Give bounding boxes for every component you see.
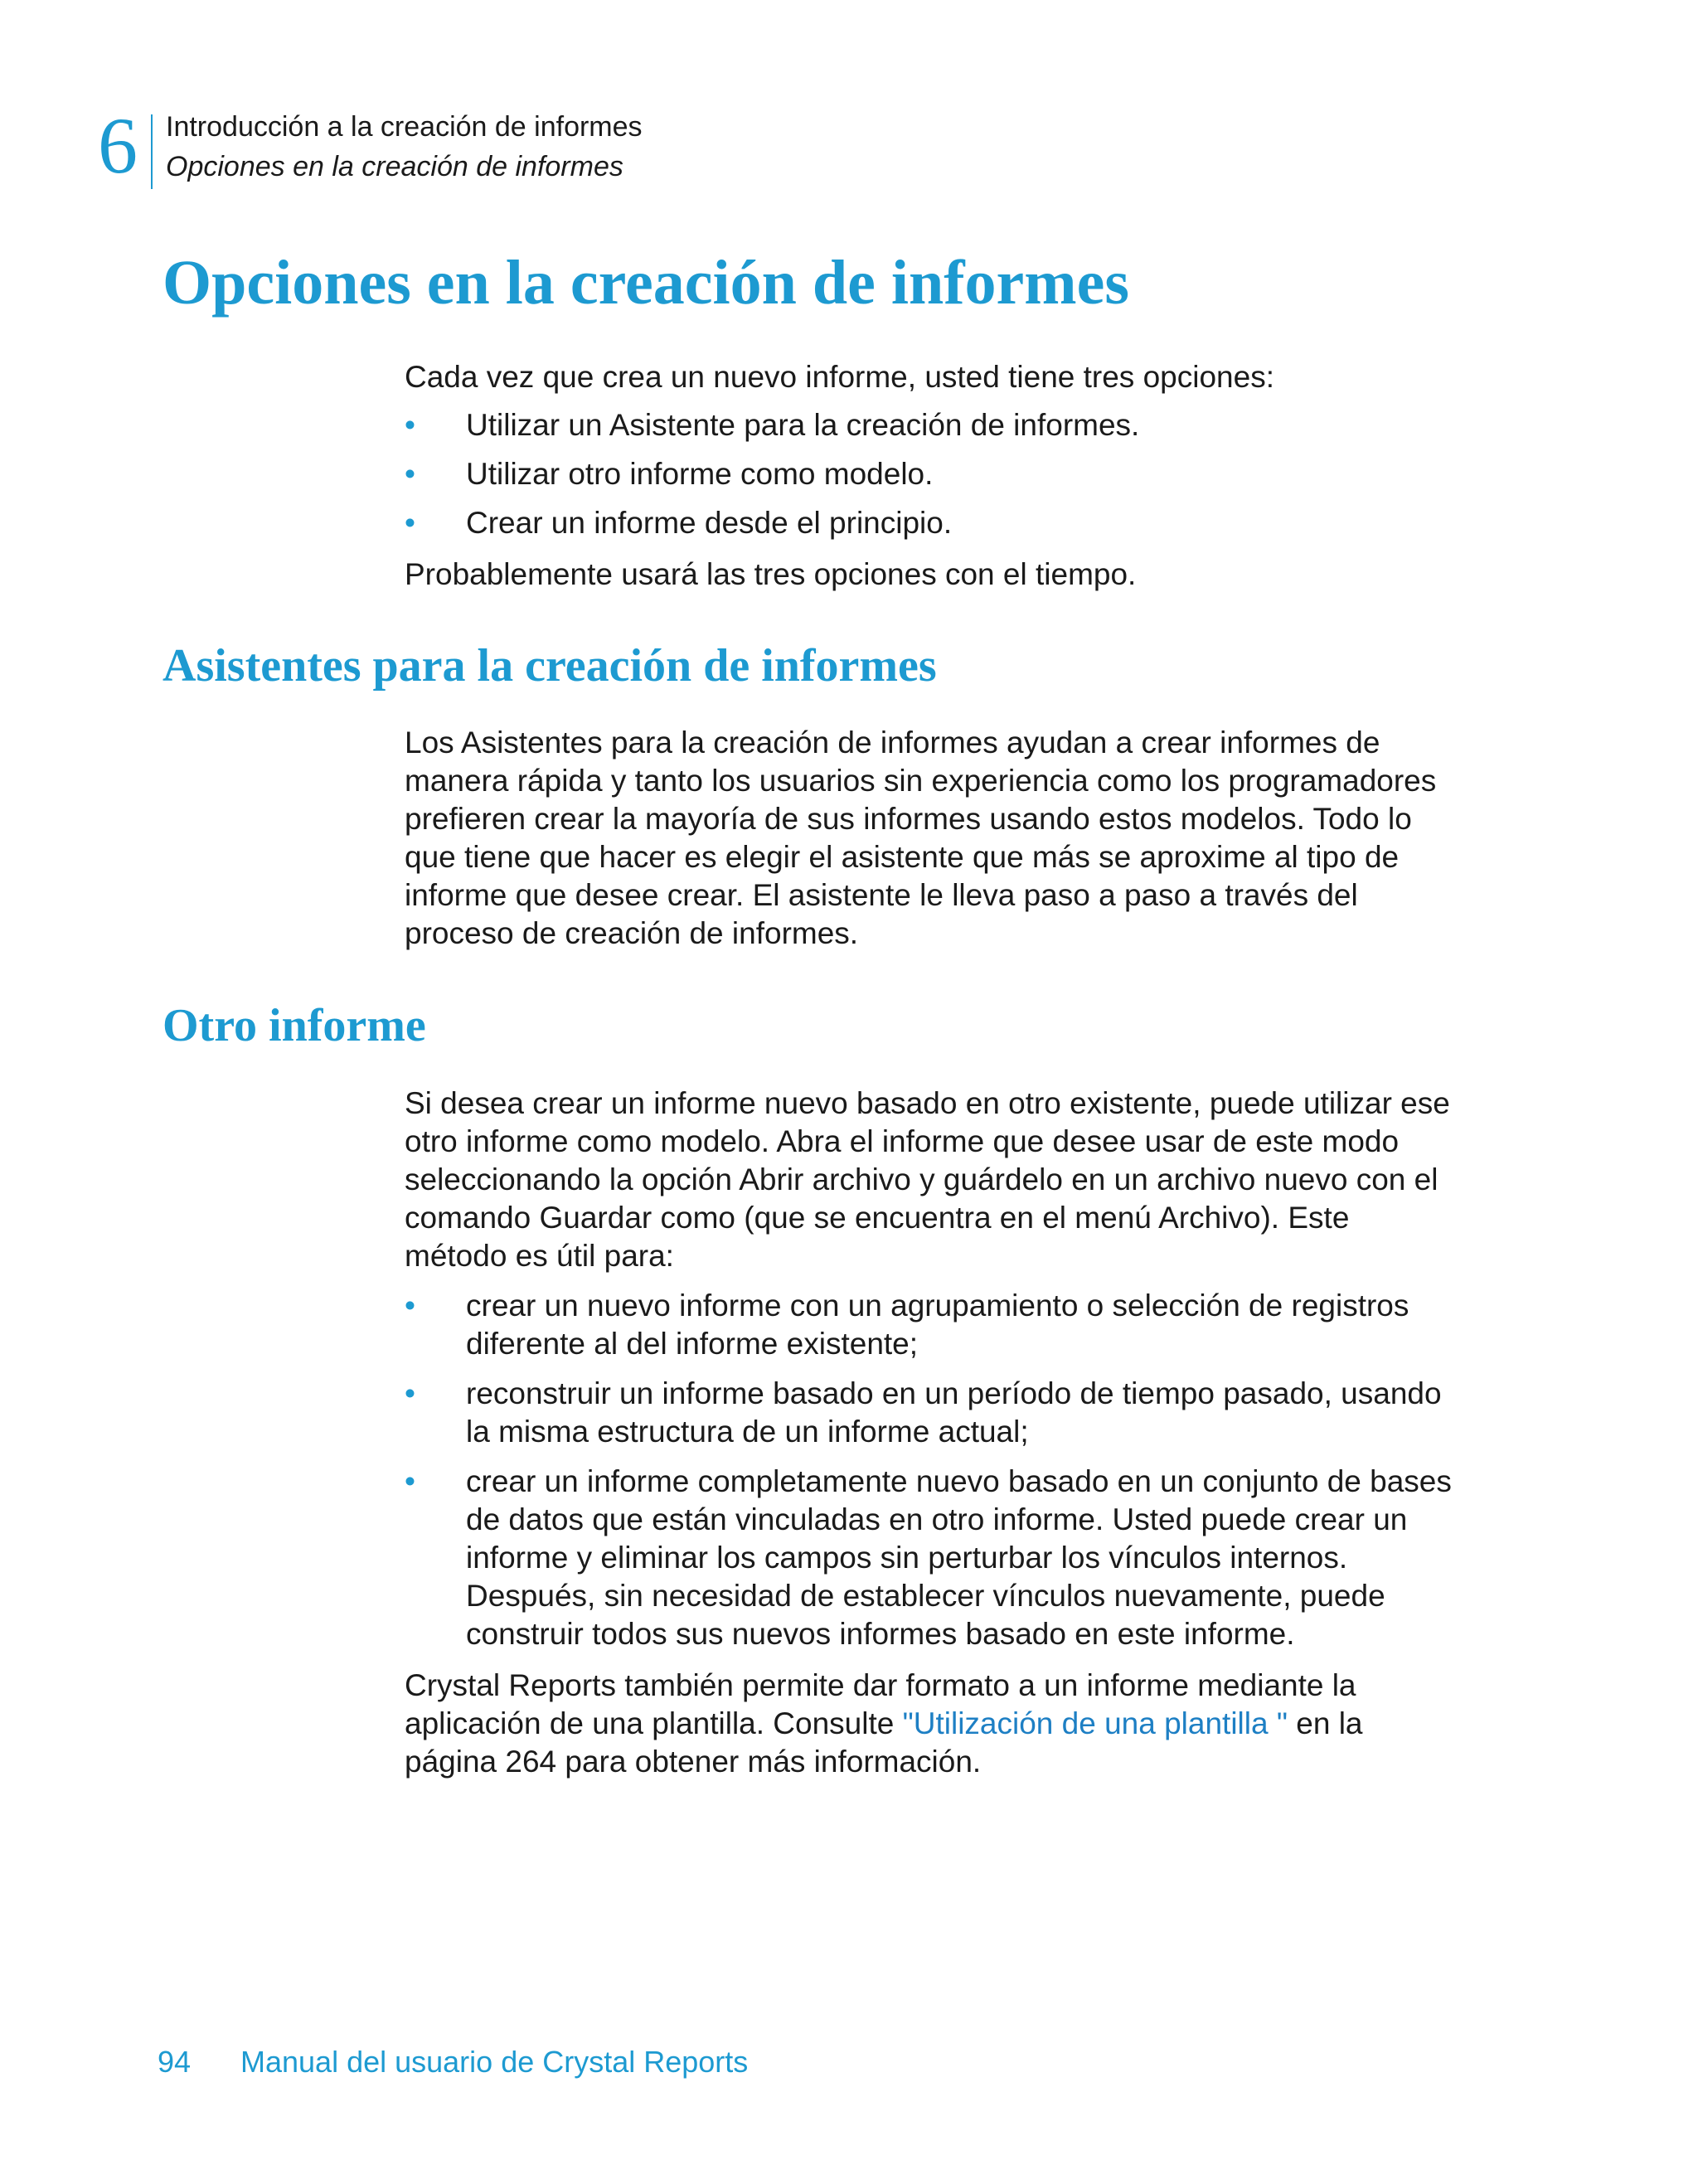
text-line: Si desea crear un informe nuevo basado en otro existente, puede utilizar ese: [405, 1086, 1450, 1120]
chapter-number: 6: [98, 101, 138, 190]
intro-lead: Cada vez que crea un nuevo informe, usted tiene tres opciones:: [405, 360, 1274, 394]
intro-block: [405, 358, 1516, 594]
text-line: la misma estructura de un informe actual;: [466, 1415, 1029, 1449]
list-item: [405, 1375, 1516, 1451]
text-line: diferente al del informe existente;: [466, 1327, 919, 1361]
closing-paragraph: [405, 1667, 1516, 1781]
text-line: proceso de creación de informes.: [405, 916, 859, 950]
list-item-text: Utilizar otro informe como modelo.: [466, 457, 934, 491]
bullet-icon: •: [405, 457, 415, 491]
other-report-block: [405, 1085, 1516, 1781]
header-divider: [151, 114, 153, 189]
text-line: manera rápida y tanto los usuarios sin experiencia como los programadores: [405, 764, 1437, 798]
text-line: Los Asistentes para la creación de informes ayudan a crear informes de: [405, 726, 1380, 760]
text-line: otro informe como modelo. Abra el informe que desee usar de este modo: [405, 1124, 1400, 1158]
section-heading-wizards: Asistentes para la creación de informes: [163, 640, 937, 692]
text-line: [405, 1705, 1516, 1743]
bullet-icon: •: [405, 1289, 415, 1323]
page-number: 94: [158, 2045, 192, 2079]
text-line: crear un informe completamente nuevo basado en un conjunto de bases: [466, 1464, 1452, 1498]
wizards-paragraph: [405, 724, 1516, 953]
chapter-title: Introducción a la creación de informes: [166, 111, 643, 143]
text-line: prefieren crear la mayoría de sus informes usando estos modelos. Todo lo: [405, 802, 1412, 836]
page-title: Opciones en la creación de informes: [163, 248, 1129, 318]
text-line: Después, sin necesidad de establecer vínculos nuevamente, puede: [466, 1579, 1385, 1613]
bullet-icon: •: [405, 506, 415, 540]
intro-options-list: [405, 406, 1516, 542]
list-item: [405, 504, 1516, 542]
text-line: Crystal Reports también permite dar formato a un informe mediante la: [405, 1668, 1356, 1702]
text-line: página 264 para obtener más información.: [405, 1745, 982, 1779]
bullet-icon: •: [405, 1464, 415, 1498]
text-line: método es útil para:: [405, 1239, 674, 1273]
text-line: seleccionando la opción Abrir archivo y guárdelo en un archivo nuevo con el: [405, 1162, 1438, 1196]
other-report-uses-list: [405, 1287, 1516, 1653]
text-line: construir todos sus nuevos informes basado en este informe.: [466, 1617, 1295, 1651]
text-span: aplicación de una plantilla. Consulte: [405, 1706, 903, 1740]
text-span: en la: [1288, 1706, 1363, 1740]
text-line: reconstruir un informe basado en un período de tiempo pasado, usando: [466, 1376, 1442, 1410]
list-item: [405, 1463, 1516, 1653]
template-reference-link[interactable]: "Utilización de una plantilla ": [902, 1706, 1288, 1740]
text-line: que tiene que hacer es elegir el asistente que más se aproxime al tipo de: [405, 840, 1400, 874]
section-title: Opciones en la creación de informes: [166, 151, 623, 182]
list-item-text: Crear un informe desde el principio.: [466, 506, 953, 540]
text-line: informe que desee crear. El asistente le lleva paso a paso a través del: [405, 878, 1358, 912]
intro-closing: Probablemente usará las tres opciones con el tiempo.: [405, 557, 1137, 591]
text-line: comando Guardar como (que se encuentra en el menú Archivo). Este: [405, 1201, 1350, 1235]
page-footer: [158, 2045, 748, 2080]
list-item: [405, 406, 1516, 444]
bullet-icon: •: [405, 1376, 415, 1410]
book-title: Manual del usuario de Crystal Reports: [240, 2045, 749, 2079]
list-item: [405, 1287, 1516, 1363]
text-line: de datos que están vinculadas en otro informe. Usted puede crear un: [466, 1502, 1408, 1536]
section-heading-other-report: Otro informe: [163, 1000, 426, 1051]
list-item: [405, 455, 1516, 493]
list-item-text: Utilizar un Asistente para la creación de informes.: [466, 408, 1140, 442]
text-line: crear un nuevo informe con un agrupamiento o selección de registros: [466, 1289, 1409, 1323]
bullet-icon: •: [405, 408, 415, 442]
text-line: informe y eliminar los campos sin perturbar los vínculos internos.: [466, 1541, 1348, 1575]
